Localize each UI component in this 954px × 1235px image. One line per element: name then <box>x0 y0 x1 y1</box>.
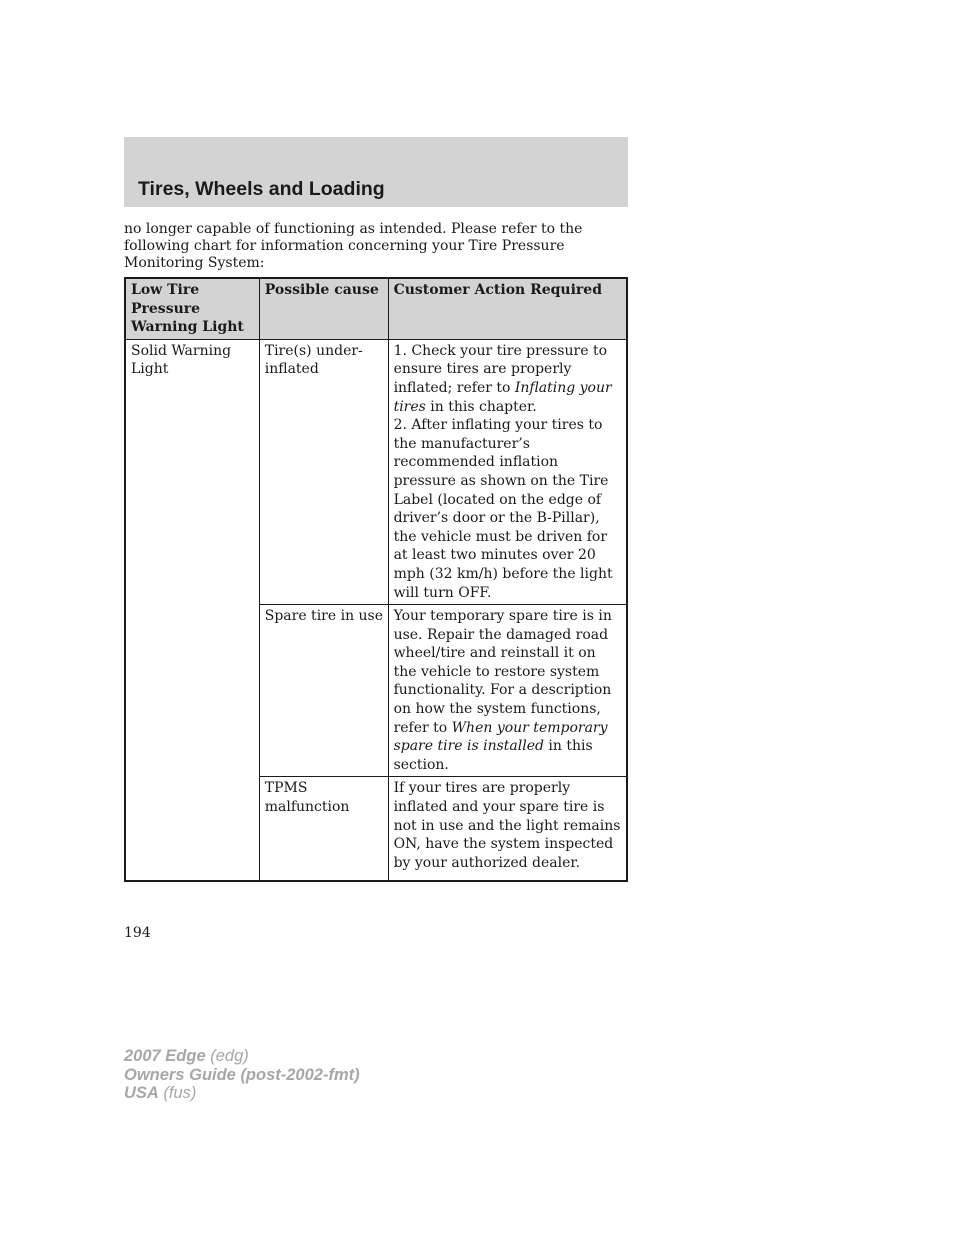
column-header-possible-cause: Possible cause <box>259 278 388 339</box>
section-header-band <box>124 137 628 207</box>
action-text: Your temporary spare tire is in use. Repair the damaged road wheel/tire and reinstall it on the vehicle to restore system functionality. For a description on how the system functions, refer to <box>393 608 612 736</box>
action-text-end: in this chapter. <box>425 398 537 415</box>
action-cell <box>388 339 627 604</box>
footer-line-model: 2007 Edge (edg) <box>124 1047 249 1065</box>
footer-line-guide: Owners Guide (post-2002-fmt) <box>124 1065 360 1084</box>
column-header-customer-action: Customer Action Required <box>388 278 627 339</box>
action-cell <box>388 605 627 777</box>
table-header-row <box>125 278 627 339</box>
page-number: 194 <box>124 925 151 941</box>
table-row <box>125 339 627 604</box>
cause-cell: TPMS malfunction <box>259 777 388 881</box>
action-reference: Inflating your tires <box>393 379 612 415</box>
tpms-chart-table <box>124 277 628 882</box>
intro-paragraph: no longer capable of functioning as intended. Please refer to the following chart for information concerning your Tire Pressure Monitoring System: <box>124 221 583 271</box>
warning-light-cell: Solid Warning Light <box>125 339 259 881</box>
document-footer <box>124 1047 360 1103</box>
action-text: 1. Check your tire pressure to ensure tires are properly inflated; refer to <box>393 342 607 396</box>
action-cell: If your tires are properly inflated and your spare tire is not in use and the light remains ON, have the system inspected by your authorized dealer. <box>388 777 627 881</box>
column-header-warning-light: Low Tire Pressure Warning Light <box>125 278 259 339</box>
action-text-end: in this section. <box>393 738 593 773</box>
cause-cell: Tire(s) under-inflated <box>259 339 388 604</box>
cause-cell: Spare tire in use <box>259 605 388 777</box>
action-reference: When your temporary spare tire is installed <box>393 719 608 755</box>
action-text-step-2: 2. After inflating your tires to the manufacturer’s recommended inflation pressure as shown on the Tire Label (located on the edge of driver’s door or the B-Pillar), the vehicle must be driven for at least two minutes over 20 mph (32 km/h) before the light will turn OFF. <box>393 417 613 601</box>
section-title: Tires, Wheels and Loading <box>138 178 385 200</box>
footer-line-market: USA (fus) <box>124 1084 197 1102</box>
